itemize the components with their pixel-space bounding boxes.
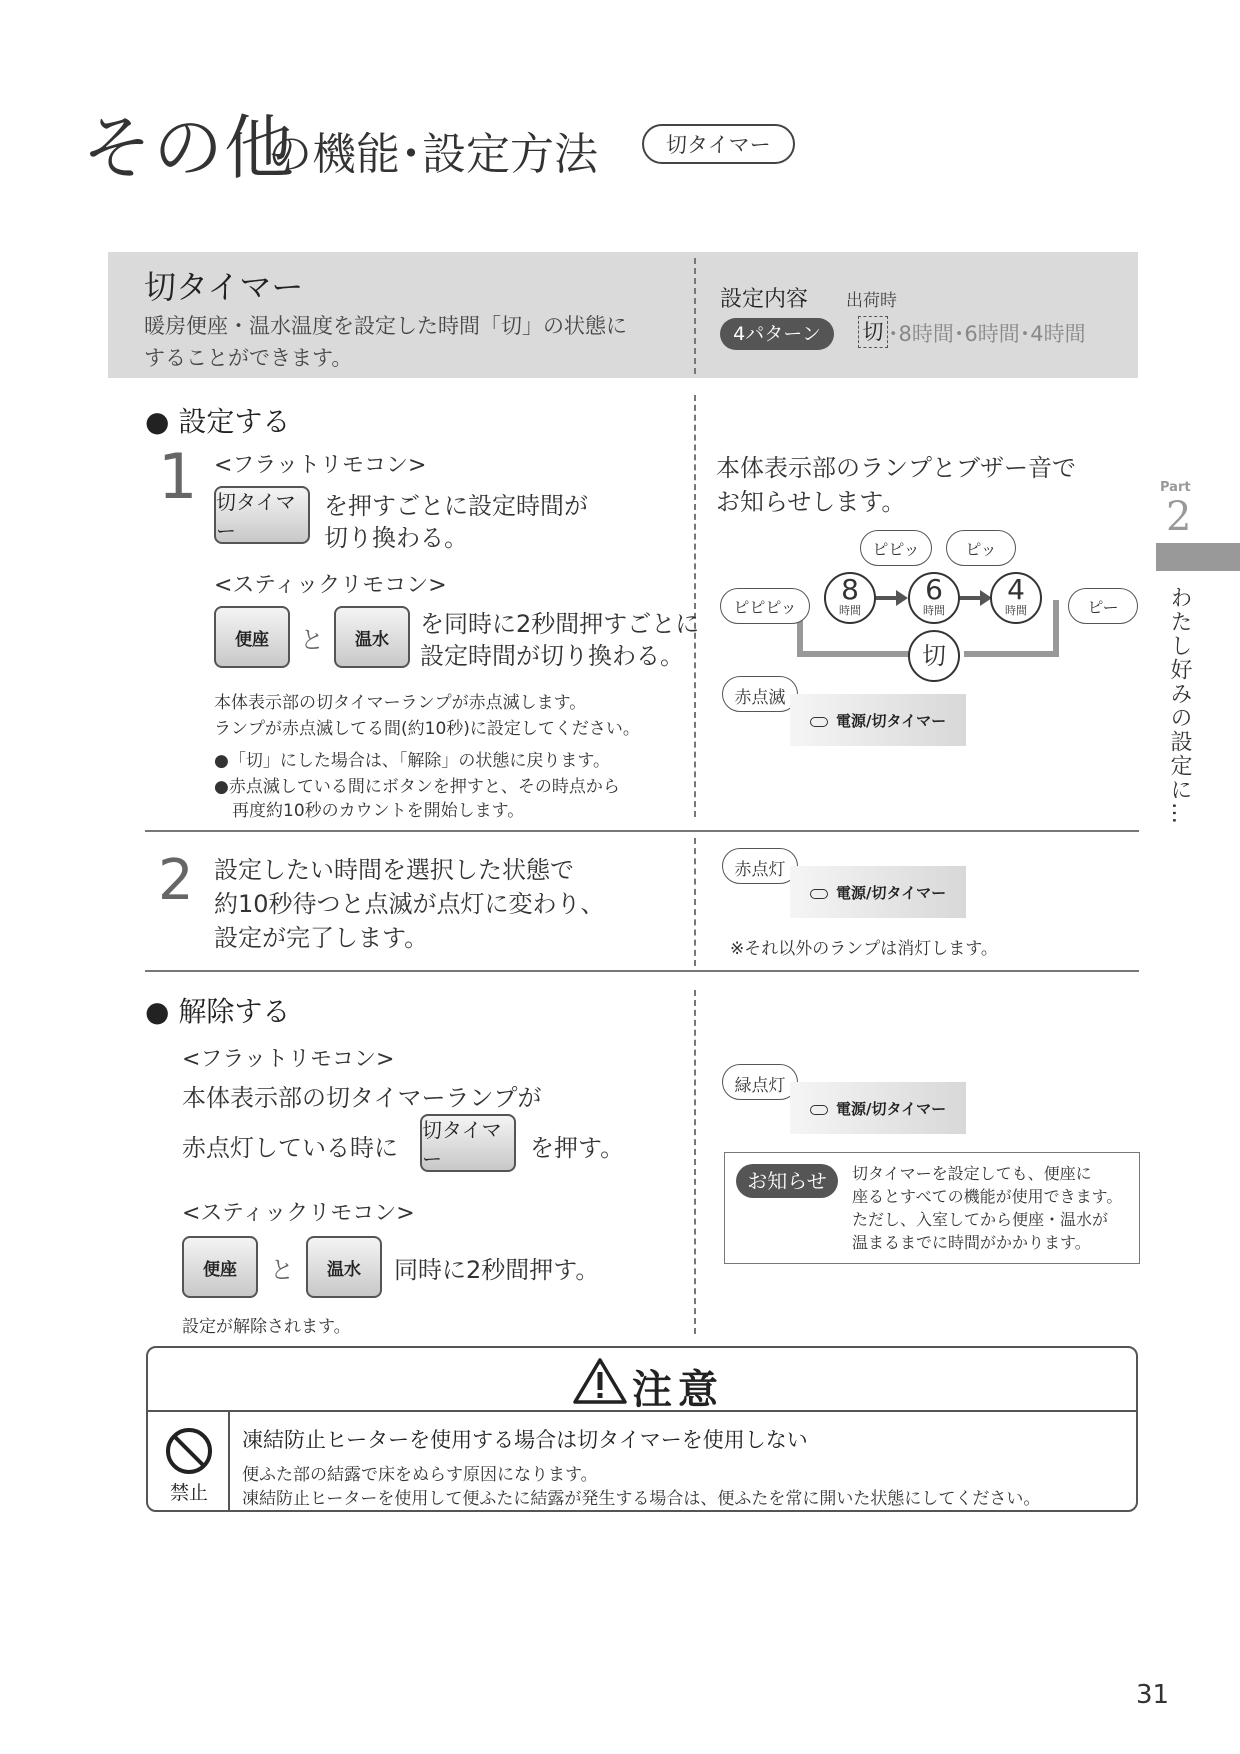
lamp-indicator-2: 電源/切タイマー <box>790 866 966 918</box>
step1-flat-text1: を押すごとに設定時間が <box>324 492 588 520</box>
page-title-main: その他 <box>82 107 295 189</box>
lamp-indicator-1: 電源/切タイマー <box>790 694 966 746</box>
header-divider <box>694 258 696 374</box>
warning-icon <box>572 1356 628 1406</box>
blink-red-bubble: 赤点滅 <box>722 676 798 712</box>
cancel-heading-text: 解除する <box>178 995 291 1028</box>
step2-number: 2 <box>158 848 194 913</box>
cancel-water-button[interactable]: 温水 <box>306 1236 382 1298</box>
caution-title: 注意 <box>632 1367 724 1413</box>
cancel-flat-timer-button[interactable]: 切タイマー <box>420 1114 516 1172</box>
page-title-rest: の機能･設定方法 <box>268 129 598 180</box>
setting-label: 設定内容 <box>720 287 809 312</box>
cancel-column-divider <box>694 990 696 1334</box>
divider-2 <box>145 970 1139 972</box>
lamp-indicator-3: 電源/切タイマー <box>790 1082 966 1134</box>
timer-off: 切 <box>908 630 960 682</box>
sound-pipipi: ピピピッ <box>720 588 810 624</box>
seat-button[interactable]: 便座 <box>214 606 290 668</box>
step1-note1: 本体表示部の切タイマーランプが赤点滅します。 <box>214 693 587 713</box>
step2-text3: 設定が完了します。 <box>214 924 429 952</box>
title-badge: 切タイマー <box>642 124 795 164</box>
step2-text1: 設定したい時間を選択した状態で <box>214 856 574 884</box>
caution-line1: 便ふた部の結露で床をぬらす原因になります。 <box>242 1465 598 1485</box>
cancel-stick-label: <スティックリモコン> <box>182 1201 415 1226</box>
step1-note2: ランプが赤点滅してる間(約10秒)に設定してください。 <box>214 719 640 739</box>
sound-pipi: ピピッ <box>860 530 932 566</box>
cancel-and-text: と <box>270 1256 294 1284</box>
step1-bullet1: ●「切」にした場合は、「解除」の状態に戻ります。 <box>214 751 610 771</box>
notice-text: 切タイマーを設定しても、便座に 座るとすべての機能が使用できます。 ただし、入室してから便座・温水が 温まるまでに時間がかかります。 <box>852 1164 1123 1252</box>
lamp-icon <box>810 889 828 899</box>
caution-line2: 凍結防止ヒーターを使用して便ふたに結露が発生する場合は、便ふたを常に開いた状態にしてください。 <box>242 1489 1041 1509</box>
notice-badge: お知らせ <box>736 1164 838 1198</box>
step1-bullet2a: ●赤点滅している間にボタンを押すと、その時点から <box>214 777 620 797</box>
cancel-flat-text1: 本体表示部の切タイマーランプが <box>182 1084 542 1112</box>
set-section-heading: ● 設定する <box>145 405 291 438</box>
step1-stick-text1: を同時に2秒間押すごとに <box>420 610 700 638</box>
timer-4h: 4 時間 <box>990 572 1042 624</box>
step2-note: ※それ以外のランプは消灯します。 <box>730 939 998 959</box>
factory-label: 出荷時 <box>846 291 897 311</box>
pattern-off-default: 切 <box>858 316 888 348</box>
step1-flat-label: <フラットリモコン> <box>214 453 427 478</box>
sound-pii: ピー <box>1068 588 1138 624</box>
side-tab-bar <box>1156 543 1240 571</box>
feature-title: 切タイマー <box>144 268 304 306</box>
step2-divider <box>694 838 696 966</box>
prohibit-label: 禁止 <box>170 1482 209 1504</box>
prohibited-icon <box>164 1426 214 1476</box>
step1-right-text2: お知らせします。 <box>716 488 906 516</box>
side-part-number: 2 <box>1166 494 1192 540</box>
sound-pi: ピッ <box>946 530 1016 566</box>
cancel-section-heading: ● 解除する <box>145 995 291 1028</box>
feature-desc-1: 暖房便座・温水温度を設定した時間「切」の状態に <box>144 314 627 338</box>
cancel-flat-label: <フラットリモコン> <box>182 1047 395 1072</box>
side-part-label: Part <box>1160 480 1191 495</box>
pattern-options: ･8時間･6時間･4時間 <box>888 322 1086 346</box>
lamp-icon <box>810 1105 828 1115</box>
cancel-stick-text: 同時に2秒間押す。 <box>394 1256 600 1284</box>
divider-1 <box>145 830 1139 832</box>
cancel-seat-button[interactable]: 便座 <box>182 1236 258 1298</box>
step1-stick-text2: 設定時間が切り換わる。 <box>420 642 684 670</box>
lit-green-bubble: 緑点灯 <box>722 1064 798 1100</box>
step2-text2: 約10秒待つと点滅が点灯に変わり、 <box>214 890 605 918</box>
timer-8h: 8 時間 <box>824 572 876 624</box>
step1-bullet2b: 再度約10秒のカウントを開始します。 <box>232 801 525 821</box>
feature-desc-2: することができます。 <box>144 346 353 370</box>
caution-headline: 凍結防止ヒーターを使用する場合は切タイマーを使用しない <box>242 1428 808 1452</box>
step1-stick-label: <スティックリモコン> <box>214 573 447 598</box>
pattern-badge: 4パターン <box>720 318 834 350</box>
step1-right-text1: 本体表示部のランプとブザー音で <box>716 454 1076 482</box>
timer-6h: 6 時間 <box>908 572 960 624</box>
step1-flat-text2: 切り換わる。 <box>324 524 468 552</box>
cancel-flat-text2a: 赤点灯している時に <box>182 1134 398 1162</box>
lamp-icon <box>810 717 828 727</box>
water-button[interactable]: 温水 <box>334 606 410 668</box>
set-heading-text: 設定する <box>178 405 291 438</box>
flat-timer-button[interactable]: 切タイマー <box>214 486 310 544</box>
and-text: と <box>300 626 324 654</box>
cancel-done-text: 設定が解除されます。 <box>182 1317 351 1337</box>
page-number: 31 <box>1136 1680 1170 1710</box>
side-vertical-text: わたし好みの設定に… <box>1167 586 1192 826</box>
lit-red-bubble: 赤点灯 <box>722 848 798 884</box>
caution-column-divider <box>228 1412 230 1510</box>
cancel-flat-text2b: を押す。 <box>530 1134 625 1162</box>
step1-number: 1 <box>158 440 198 513</box>
